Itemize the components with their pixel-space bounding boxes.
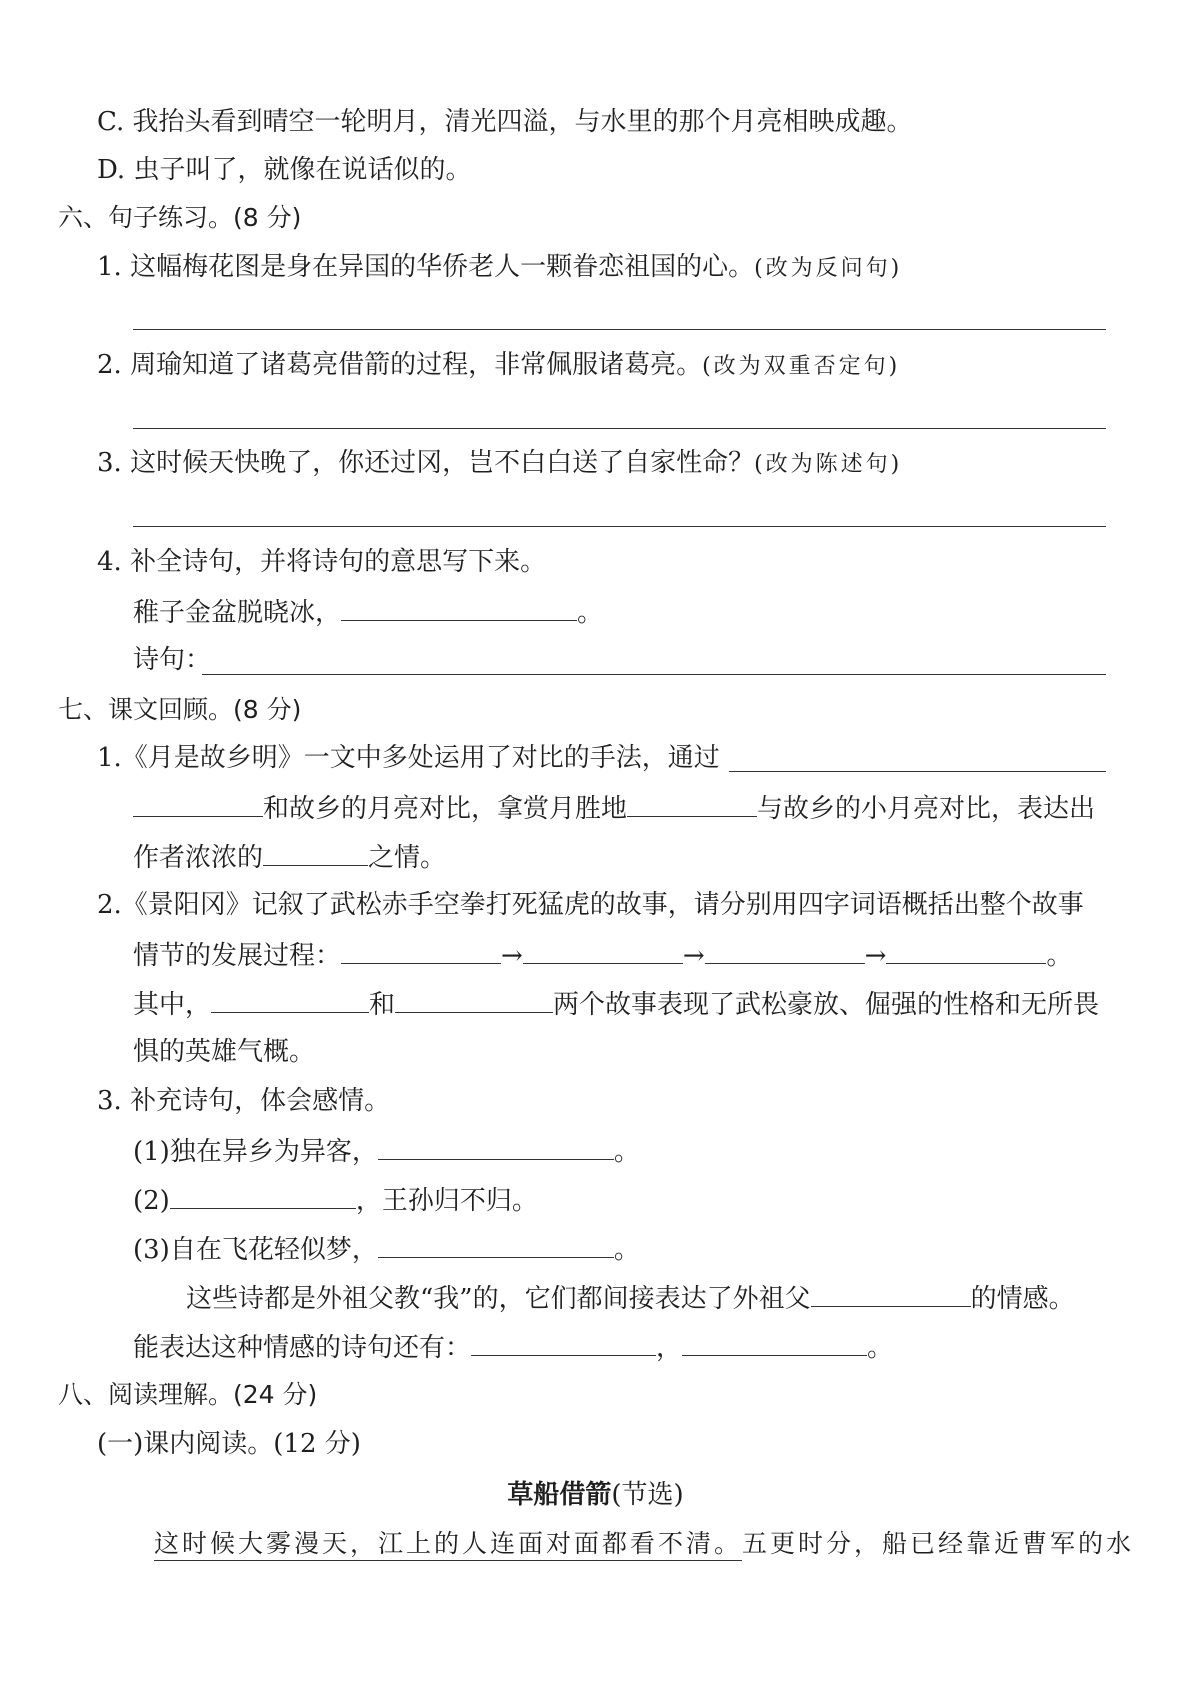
s7-q3-2-text: ，王孙归不归。 [355, 1186, 538, 1216]
s7-q3-heading: 3. 补充诗句，体会感情。 [97, 1086, 391, 1116]
s7-q3-para-1 [186, 1280, 1075, 1316]
s7-q3-p2-blank-1[interactable] [471, 1329, 656, 1356]
s7-q2-text-c2: 和 [369, 990, 396, 1020]
arrow-icon: → [501, 941, 523, 971]
s7-q2-blank-6[interactable] [395, 986, 553, 1013]
s7-q1-text-c1: 作者浓浓的 [133, 843, 264, 873]
s7-q3-3-text: (3)自在飞花轻似梦， [133, 1235, 378, 1265]
s7-q3-p2-blank-2[interactable] [682, 1329, 867, 1356]
s6-q4-poem-end: 。 [577, 598, 604, 628]
s7-q3-p2-comma: ， [656, 1333, 683, 1363]
s7-q1-line1 [97, 741, 720, 775]
s7-q2-text-c3: 两个故事表现了武松豪放、倔强的性格和无所畏 [553, 990, 1100, 1020]
s6-q1-note: (改为反问句) [754, 256, 903, 281]
s7-q3-item-3 [133, 1231, 640, 1267]
s7-q1-blank-1[interactable] [729, 771, 1106, 772]
s7-q1-blank-2[interactable] [133, 790, 263, 817]
arrow-icon: → [682, 941, 705, 971]
s7-q3-p1-a: 这些诗都是外祖父教“我”的，它们都间接表达了外祖父 [186, 1284, 811, 1314]
s6-q4-poem-text: 稚子金盆脱晓冰， [133, 598, 342, 628]
s7-q3-p1-b: 的情感。 [970, 1284, 1075, 1314]
s7-q2-blank-1[interactable] [341, 937, 501, 964]
s6-q4-poem-line [133, 594, 603, 630]
s7-q3-2-blank[interactable] [170, 1182, 356, 1209]
s7-q3-3-blank[interactable] [378, 1231, 614, 1258]
passage-text: 五更时分，船已经靠近曹军的水 [742, 1529, 1135, 1558]
s7-q1-blank-4[interactable] [263, 839, 368, 866]
s7-q1-text-b2: 与故乡的小月亮对比，表达出 [757, 794, 1096, 824]
section-7-heading: 七、课文回顾。(8 分) [58, 695, 302, 724]
s6-question-2 [97, 348, 900, 384]
s6-question-1 [97, 250, 902, 286]
option-d: D. 虫子叫了，就像在说话似的。 [97, 155, 472, 185]
s7-q2-blank-5[interactable] [211, 986, 369, 1013]
s6-q2-text: 2. 周瑜知道了诸葛亮借箭的过程，非常佩服诸葛亮。 [97, 350, 703, 380]
section-8-heading: 八、阅读理解。(24 分) [58, 1380, 318, 1409]
s6-q4-poem-blank[interactable] [341, 594, 577, 621]
s7-q3-item-2 [133, 1182, 538, 1218]
passage-underlined-sentence: 这时候大雾漫天，江上的人连面对面都看不清。 [154, 1529, 742, 1561]
s7-q3-para-2 [133, 1329, 893, 1365]
s7-q3-3-end: 。 [613, 1235, 640, 1265]
section-6-heading: 六、句子练习。(8 分) [58, 203, 302, 232]
s6-q1-answer-line[interactable] [133, 329, 1106, 330]
s7-q3-p2-text: 能表达这种情感的诗句还有： [133, 1333, 472, 1363]
s7-q3-p2-end: 。 [867, 1333, 894, 1363]
s6-q2-note: (改为双重否定句) [702, 354, 901, 379]
s7-q3-2-label: (2) [133, 1186, 170, 1216]
s7-q2-end: 。 [1046, 941, 1073, 971]
s7-q2-blank-4[interactable] [886, 937, 1046, 964]
passage-title-note: (节选) [611, 1480, 684, 1510]
s7-q3-p1-blank[interactable] [811, 1280, 971, 1307]
s6-q3-answer-line[interactable] [133, 526, 1106, 527]
passage-title [0, 1478, 1191, 1512]
s7-q1-text-a: 1.《月是故乡明》一文中多处运用了对比的手法，通过 [97, 743, 720, 773]
s7-q2-blank-2[interactable] [523, 937, 683, 964]
s7-q1-line2 [133, 790, 1095, 826]
s7-q3-item-1 [133, 1133, 640, 1169]
passage-title-text: 草船借箭 [507, 1480, 612, 1510]
s7-q1-text-c2: 之情。 [368, 843, 447, 873]
s8-subheading: (一)课内阅读。(12 分) [97, 1429, 361, 1459]
arrow-icon: → [864, 941, 887, 971]
s6-question-4: 4. 补全诗句，并将诗句的意思写下来。 [97, 547, 547, 577]
s6-q4-meaning-label: 诗句： [133, 645, 212, 675]
s7-q2-line3 [133, 986, 1099, 1022]
passage-paragraph-1 [154, 1527, 1134, 1561]
s7-q2-line1: 2.《景阳冈》记叙了武松赤手空拳打死猛虎的故事，请分别用四字词语概括出整个故事 [97, 890, 1084, 920]
s7-q2-text-c1: 其中， [133, 990, 212, 1020]
s7-q2-text-b: 情节的发展过程： [133, 941, 342, 971]
s6-q1-text: 1. 这幅梅花图是身在异国的华侨老人一颗眷恋祖国的心。 [97, 252, 755, 282]
s7-q1-line3 [133, 839, 446, 875]
s6-q2-answer-line[interactable] [133, 428, 1106, 429]
s7-q2-line4: 惧的英雄气概。 [133, 1037, 316, 1067]
s6-question-3 [97, 446, 902, 482]
s7-q1-text-b1: 和故乡的月亮对比，拿赏月胜地 [263, 794, 628, 824]
s7-q1-blank-3[interactable] [627, 790, 757, 817]
s7-q3-1-text: (1)独在异乡为异客， [133, 1137, 378, 1167]
s6-q3-note: (改为陈述句) [754, 452, 903, 477]
s6-q4-meaning-line[interactable] [202, 674, 1106, 675]
s7-q2-blank-3[interactable] [705, 937, 865, 964]
s7-q3-1-end: 。 [613, 1137, 640, 1167]
s6-q3-text: 3. 这时候天快晚了，你还过冈，岂不白白送了自家性命？ [97, 448, 755, 478]
option-c: C. 我抬头看到晴空一轮明月，清光四溢，与水里的那个月亮相映成趣。 [97, 107, 913, 137]
s7-q3-1-blank[interactable] [378, 1133, 614, 1160]
s7-q2-line2 [133, 937, 1072, 973]
